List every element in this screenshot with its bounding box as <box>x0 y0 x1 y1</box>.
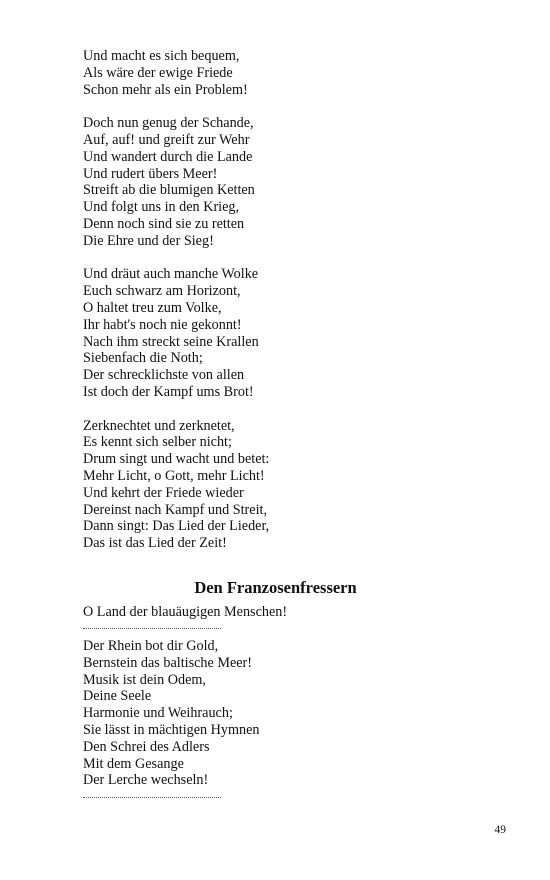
stanza-4 <box>83 418 483 552</box>
verse-line: Dann singt: Das Lied der Lieder, <box>83 518 270 535</box>
verse-line: Ist doch der Kampf ums Brot! <box>83 383 254 400</box>
verse-line: Der Lerche wechseln! <box>83 772 209 789</box>
verse-line: Und macht es sich bequem, <box>83 48 240 64</box>
verse-line: Den Schrei des Adlers <box>83 738 210 755</box>
verse-line: Und wandert durch die Lande <box>83 148 253 165</box>
verse-line: Das ist das Lied der Zeit! <box>83 535 227 552</box>
verse-line: Ihr habt's noch nie gekonnt! <box>83 316 242 333</box>
verse-line: Der Rhein bot dir Gold, <box>83 638 219 654</box>
poem-continuation <box>83 48 483 552</box>
verse-line: Euch schwarz am Horizont, <box>83 283 241 300</box>
verse-line: Bernstein das baltische Meer! <box>83 654 253 671</box>
stanza-3 <box>83 266 483 400</box>
verse-line: Und kehrt der Friede wieder <box>83 484 244 501</box>
stanza-2 <box>83 115 483 249</box>
verse-line: Musik ist dein Odem, <box>83 671 206 688</box>
verse-line: Siebenfach die Noth; <box>83 350 203 367</box>
verse-line: Dereinst nach Kampf und Streit, <box>83 501 267 518</box>
verse-line: Sie lässt in mächtigen Hymnen <box>83 721 260 738</box>
verse-line: O haltet treu zum Volke, <box>83 299 222 316</box>
verse-line: Drum singt und wacht und betet: <box>83 451 270 468</box>
verse-line: Nach ihm streckt seine Krallen <box>83 333 259 350</box>
poem-title: Den Franzosenfressern <box>194 578 357 597</box>
verse-line: Und rudert übers Meer! <box>83 165 218 182</box>
verse-line: Die Ehre und der Sieg! <box>83 232 214 249</box>
verse-line: Schon mehr als ein Problem! <box>83 81 248 98</box>
stanza-1 <box>83 48 483 98</box>
page-number: 49 <box>494 824 506 836</box>
verse-line: Zerknechtet und zerknetet, <box>83 417 235 434</box>
verse-line: Mit dem Gesange <box>83 755 184 772</box>
stanza-break <box>83 250 483 267</box>
verse-line: Auf, auf! und greift zur Wehr <box>83 131 250 148</box>
poem-body <box>83 638 260 789</box>
verse-line: Der schrecklichste von allen <box>83 367 245 384</box>
verse-line: Harmonie und Weihrauch; <box>83 705 233 722</box>
verse-line: Deine Seele <box>83 688 152 705</box>
stanza-break <box>83 401 483 418</box>
verse-line: Streift ab die blumigen Ketten <box>83 182 255 199</box>
verse-line: Doch nun genug der Schande, <box>83 115 254 132</box>
verse-line: Mehr Licht, o Gott, mehr Licht! <box>83 467 265 484</box>
stanza-break <box>83 98 483 115</box>
verse-line: Als wäre der ewige Friede <box>83 64 233 81</box>
epigraph: O Land der blauäugigen Menschen! <box>83 604 288 620</box>
verse-line: Und dräut auch manche Wolke <box>83 266 259 283</box>
dotted-separator <box>83 628 221 629</box>
verse-line: Es kennt sich selber nicht; <box>83 434 232 451</box>
dotted-separator <box>83 797 221 798</box>
verse-line: Denn noch sind sie zu retten <box>83 215 245 232</box>
verse-line: Und folgt uns in den Krieg, <box>83 199 240 216</box>
